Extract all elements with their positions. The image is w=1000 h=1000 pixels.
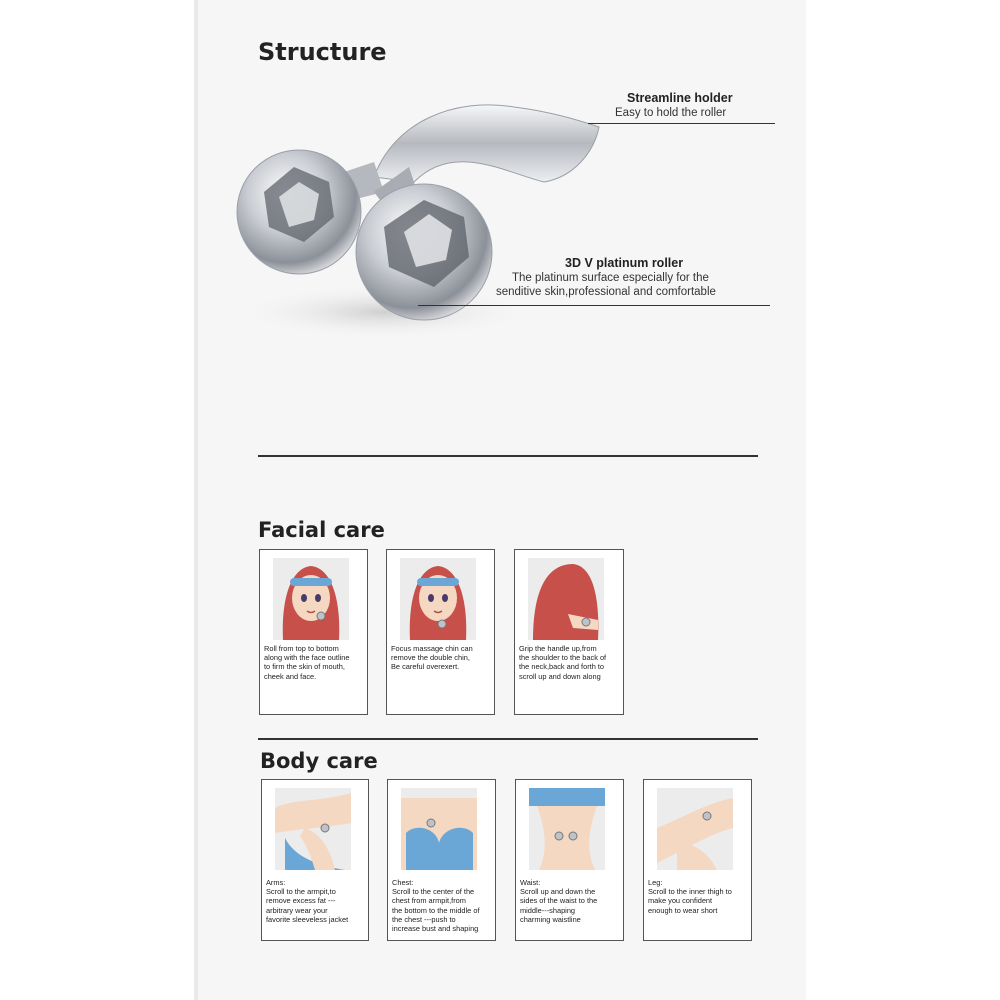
body-card-arms-caption: Arms: Scroll to the armpit,to remove excess fat --- arbitrary wear your favorite sleeveless jacket — [266, 878, 349, 924]
body-card-waist-caption: Waist: Scroll up and down the sides of the waist to the middle---shaping charming waistline — [520, 878, 598, 924]
facial-card-3 — [514, 549, 624, 715]
body-card-leg-caption: Leg: Scroll to the inner thigh to make you confident enough to wear short — [648, 878, 732, 915]
facial-card-2 — [386, 549, 495, 715]
roller-text-line1: The platinum surface especially for the — [512, 272, 709, 284]
holder-title: Streamline holder — [627, 91, 733, 105]
chest-illustration — [401, 788, 477, 870]
holder-callout-line — [588, 123, 775, 124]
roller-callout-line — [418, 305, 770, 306]
face-roll-illustration — [273, 558, 349, 640]
structure-heading: Structure — [258, 38, 387, 66]
roller-title: 3D V platinum roller — [565, 256, 684, 270]
facial-card-3-caption: Grip the handle up,from the shoulder to the back of the neck,back and forth to scroll up and down along — [519, 644, 607, 681]
facial-care-heading: Facial care — [258, 518, 385, 542]
facial-card-2-caption: Focus massage chin can remove the double chin, Be careful overexert. — [391, 644, 473, 672]
section-divider-2 — [258, 738, 758, 740]
body-card-leg — [643, 779, 752, 941]
roller-text-line2: senditive skin,professional and comfortable — [496, 286, 716, 298]
body-care-heading: Body care — [260, 749, 378, 773]
section-divider-1 — [258, 455, 758, 457]
neck-roll-illustration — [528, 558, 604, 640]
body-card-waist — [515, 779, 624, 941]
arms-illustration — [275, 788, 351, 870]
page-edge-shadow — [194, 0, 198, 1000]
body-card-chest — [387, 779, 496, 941]
body-card-chest-caption: Chest: Scroll to the center of the chest from armpit,from the bottom to the middle of the chest ---push to increase bust and shaping — [392, 878, 480, 934]
body-card-arms — [261, 779, 369, 941]
waist-illustration — [529, 788, 605, 870]
chin-massage-illustration — [400, 558, 476, 640]
facial-card-1 — [259, 549, 368, 715]
leg-illustration — [657, 788, 733, 870]
holder-text: Easy to hold the roller — [615, 107, 727, 119]
facial-card-1-caption: Roll from top to bottom along with the face outline to firm the skin of mouth, cheek and face. — [264, 644, 350, 681]
roller-product-image — [224, 82, 614, 342]
